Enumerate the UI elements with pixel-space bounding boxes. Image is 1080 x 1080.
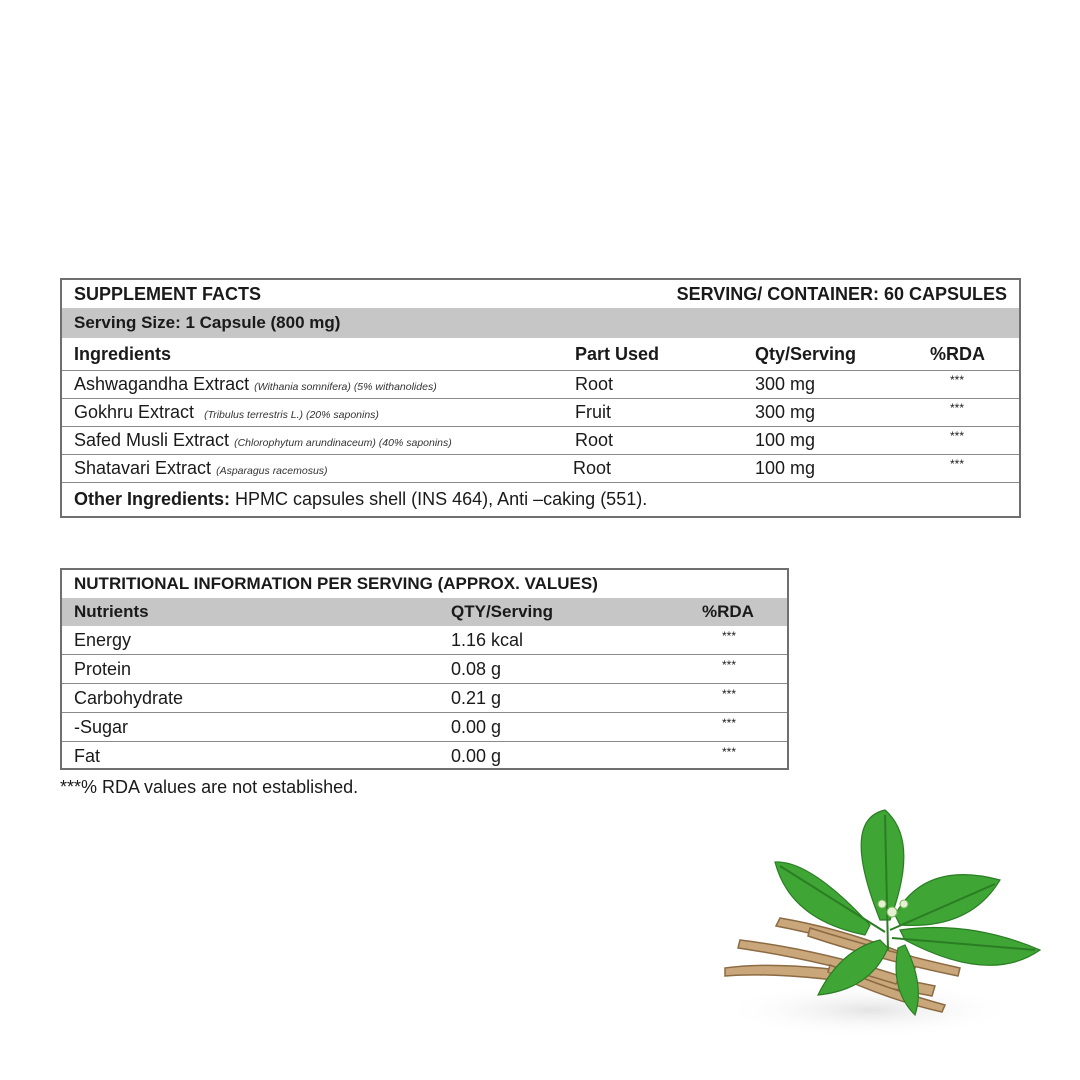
nutrient-qty: 0.08 g [451,659,502,679]
rda-header: %RDA [702,602,754,621]
other-ingredients-row [62,482,1019,516]
table-row [62,398,1019,426]
ingredient-name [74,455,328,485]
nutrient-name: -Sugar [74,717,129,737]
rda-footnote: ***% RDA values are not established. [60,777,359,797]
rda-value: *** [950,373,965,387]
qty-serving: 300 mg [755,402,816,422]
part-used: Root [575,430,614,450]
qty-serving-header: Qty/Serving [755,344,857,364]
table-row [62,683,787,712]
ingredients-header-row [62,338,1019,370]
ingredient-name [74,371,437,401]
supplement-facts-title: SUPPLEMENT FACTS [74,284,262,304]
rda-header: %RDA [930,344,986,364]
rda-value: *** [722,658,737,672]
nutrition-title: NUTRITIONAL INFORMATION PER SERVING (APPROX. VALUES) [74,574,598,593]
ingredient-scientific-name: (Withania somnifera) (5% withanolides) [254,381,437,393]
part-used: Fruit [575,402,611,422]
nutrition-title-row [62,570,787,598]
table-row [62,426,1019,454]
qty-serving: 100 mg [755,458,816,478]
ingredient-scientific-name: (Asparagus racemosus) [216,465,328,477]
qty-serving-header: QTY/Serving [451,602,554,621]
ingredients-header: Ingredients [74,344,172,364]
other-ingredients-text: HPMC capsules shell (INS 464), Anti –caking (551). [235,489,648,509]
rda-value: *** [722,745,737,759]
rda-value: *** [722,716,737,730]
ingredient-name-text: Gokhru Extract [74,402,195,422]
nutrient-qty: 0.00 g [451,717,502,737]
servings-per-container: SERVING/ CONTAINER: 60 CAPSULES [676,284,1007,304]
other-ingredients-label: Other Ingredients: [74,489,231,509]
nutrition-info-table [60,568,789,770]
nutrient-name: Energy [74,630,132,650]
supplement-facts-title-row [62,280,1019,308]
table-row [62,741,787,770]
nutrient-name: Fat [74,746,101,766]
part-used-header: Part Used [575,344,660,364]
table-row [62,626,787,654]
part-used: Root [575,374,614,394]
qty-serving: 100 mg [755,430,816,450]
nutrient-qty: 0.00 g [451,746,502,766]
qty-serving: 300 mg [755,374,816,394]
ingredient-scientific-name: (Chlorophytum arundinaceum) (40% saponins) [234,437,452,449]
ashwagandha-root-illustration [710,800,1050,1060]
nutrients-header: Nutrients [74,602,149,621]
table-row [62,654,787,683]
rda-value: *** [722,687,737,701]
table-row [62,370,1019,398]
ingredient-name-text: Ashwagandha Extract [74,374,250,394]
nutrient-name: Protein [74,659,132,679]
rda-value: *** [950,401,965,415]
nutrition-header-row [62,598,787,626]
other-ingredients [74,483,647,516]
table-row [62,712,787,741]
ingredient-scientific-name: (Tribulus terrestris L.) (20% saponins) [204,409,379,421]
serving-size-bar [62,308,1019,338]
serving-size: Serving Size: 1 Capsule (800 mg) [74,313,341,332]
ingredient-name-text: Safed Musli Extract [74,430,230,450]
ingredient-name-text: Shatavari Extract [74,458,212,478]
part-used: Root [573,458,612,478]
ingredient-name [74,399,379,429]
nutrient-qty: 1.16 kcal [451,630,524,650]
table-row [62,454,1019,482]
rda-value: *** [950,457,965,471]
ingredient-name [74,427,452,457]
nutrient-qty: 0.21 g [451,688,502,708]
rda-value: *** [722,629,737,643]
nutrient-name: Carbohydrate [74,688,184,708]
rda-value: *** [950,429,965,443]
supplement-facts-table [60,278,1021,518]
